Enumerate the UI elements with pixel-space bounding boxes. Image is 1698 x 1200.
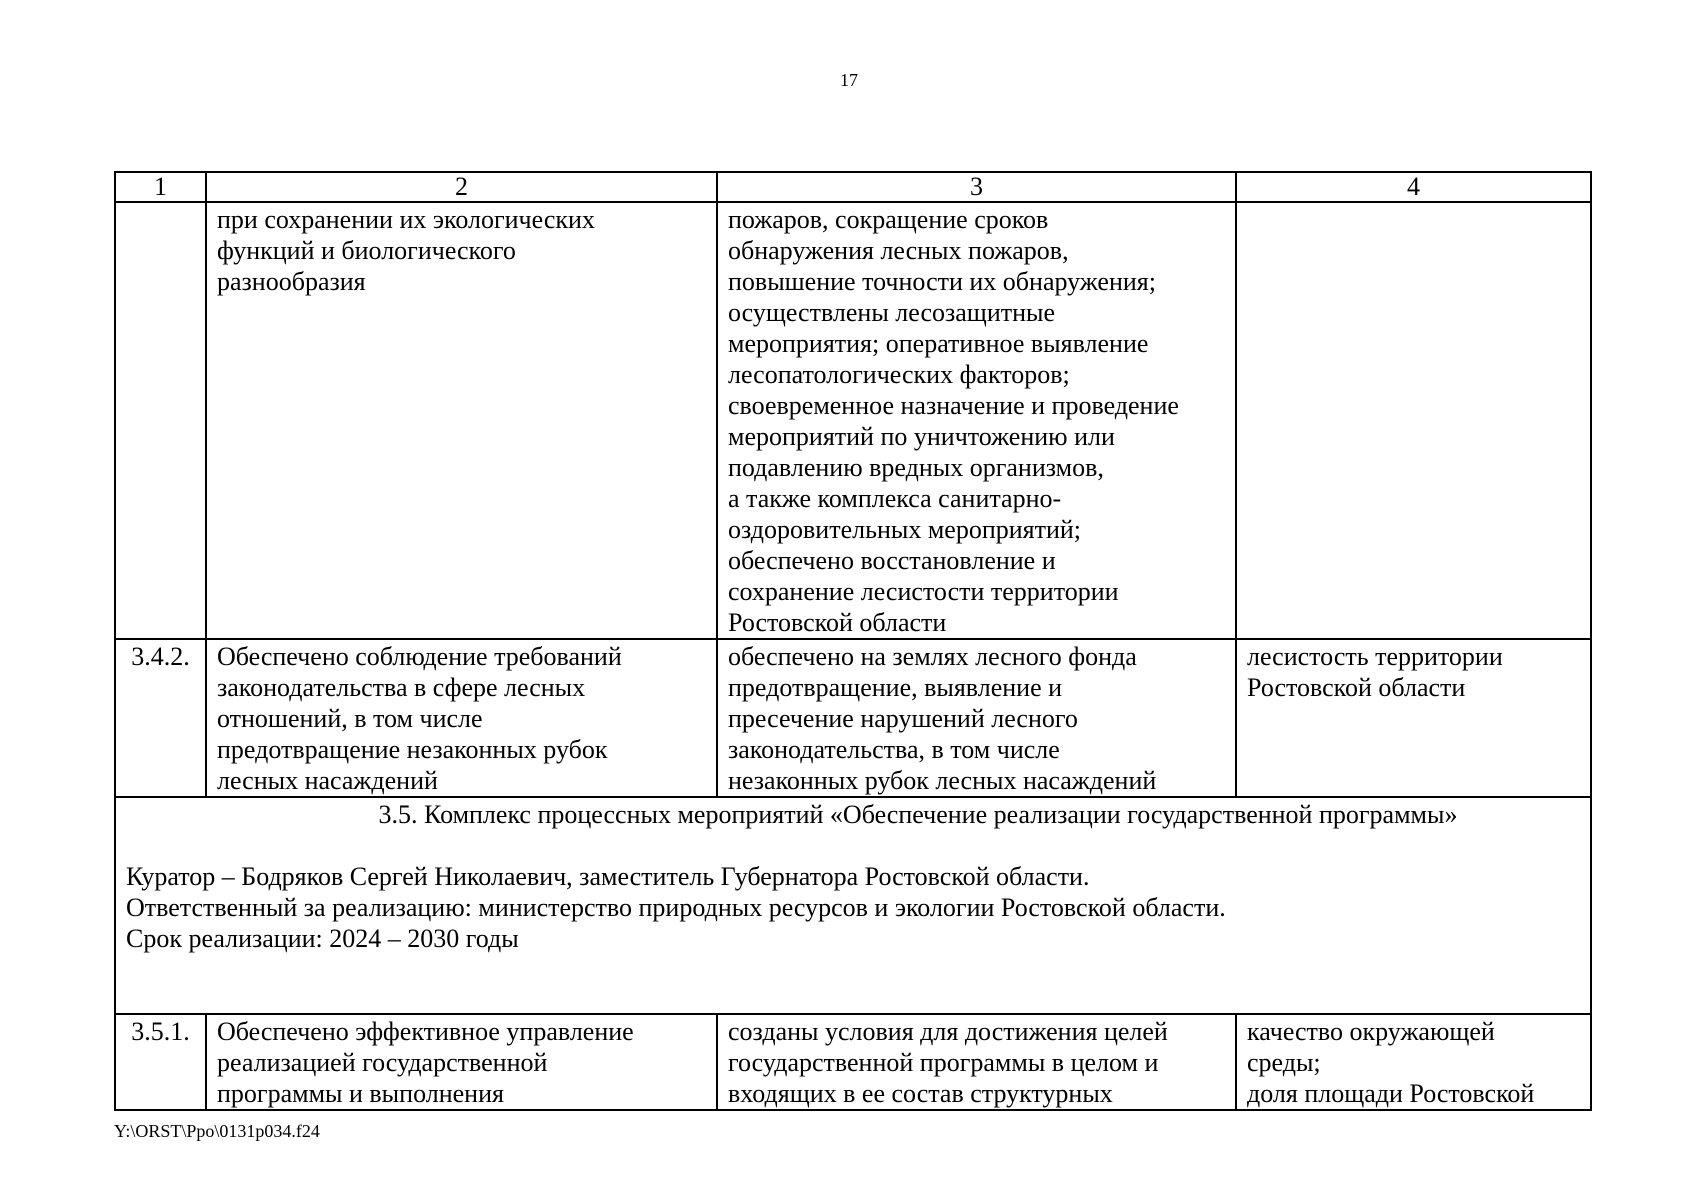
header-col-4: 4 — [1236, 172, 1591, 202]
result-cell: созданы условия для достижения целей государственной программы в целом и входящих в ее состав структурных — [717, 1014, 1236, 1110]
result-cell: обеспечено на землях лесного фонда предотвращение, выявление и пресечение нарушений лесного законодательства, в том числе незаконных рубок лесных насаждений — [717, 639, 1236, 797]
page-number: 17 — [840, 70, 858, 90]
header-col-1: 1 — [115, 172, 206, 202]
result-cell: пожаров, сокращение сроков обнаружения лесных пожаров, повышение точности их обнаружения; осуществлены лесозащитные мероприятия; оперативное выявление лесопатологических факторов; своевременное назначение и проведение мероприятий по уничтожению или подавлению вредных организмов, а также комплекса санитарно- оздоровительных мероприятий; обеспечено восстановление и сохранение лесистости территории Ростовской области — [717, 202, 1236, 639]
task-cell: Обеспечено соблюдение требований законодательства в сфере лесных отношений, в том числе предотвращение незаконных рубок лесных насаждений — [206, 639, 717, 797]
table-header-row — [115, 172, 1591, 202]
section-curator: Куратор – Бодряков Сергей Николаевич, заместитель Губернатора Ростовской области. — [126, 862, 1090, 891]
footer-file-path: Y:\ORST\Ppo\0131p034.f24 — [114, 1121, 320, 1141]
indicator-cell: качество окружающей среды; доля площади Ростовской — [1236, 1014, 1591, 1110]
header-col-2: 2 — [206, 172, 717, 202]
program-table — [114, 171, 1592, 1111]
task-cell: при сохранении их экологических функций и биологического разнообразия — [206, 202, 717, 639]
row-number: 3.4.2. — [115, 639, 206, 797]
row-number — [115, 202, 206, 639]
indicator-cell — [1236, 202, 1591, 639]
section-responsible: Ответственный за реализацию: министерство природных ресурсов и экологии Ростовской области. — [126, 893, 1226, 922]
indicator-cell: лесистость территории Ростовской области — [1236, 639, 1591, 797]
section-row — [115, 797, 1591, 1014]
row-number: 3.5.1. — [115, 1014, 206, 1110]
header-col-3: 3 — [717, 172, 1236, 202]
task-cell: Обеспечено эффективное управление реализацией государственной программы и выполнения — [206, 1014, 717, 1110]
section-cell — [115, 797, 1591, 1014]
table-row — [115, 639, 1591, 797]
table-row — [115, 1014, 1591, 1110]
table-row — [115, 202, 1591, 639]
section-term: Срок реализации: 2024 – 2030 годы — [126, 924, 519, 953]
section-title: 3.5. Комплекс процессных мероприятий «Обеспечение реализации государственной программы» — [378, 800, 1458, 829]
